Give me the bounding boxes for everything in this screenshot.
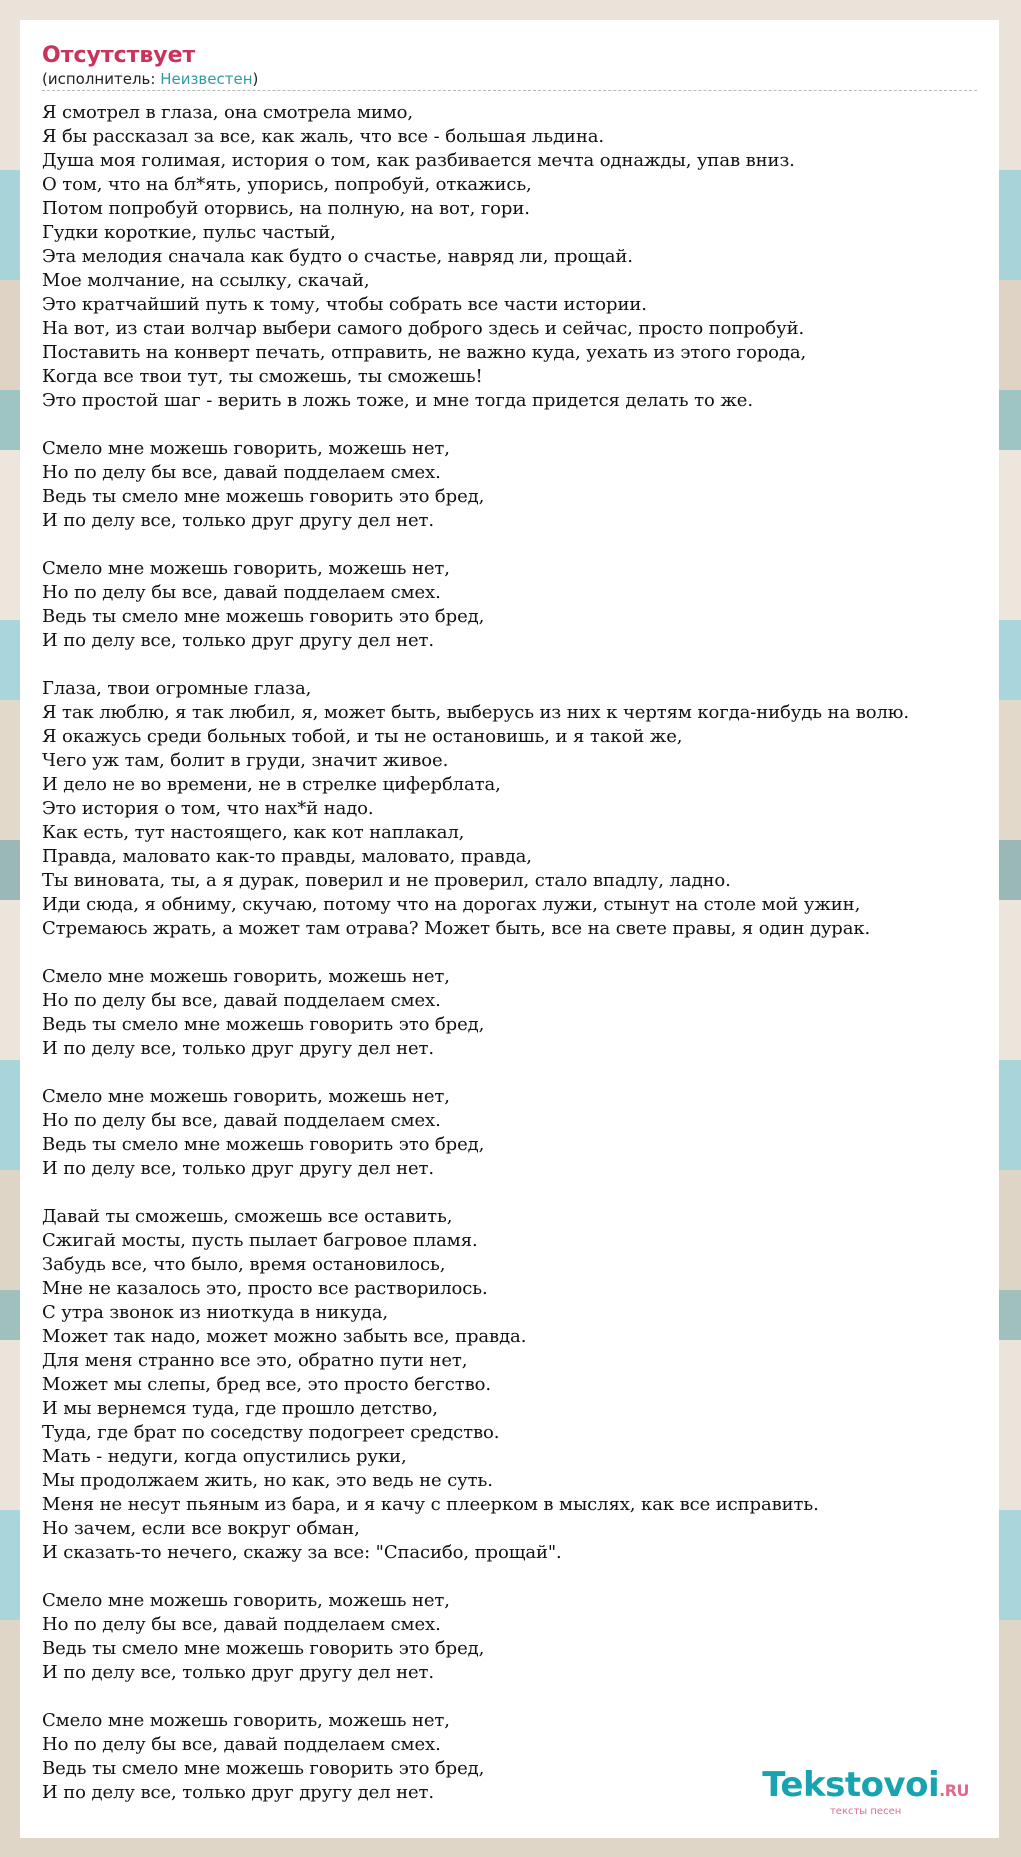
artist-suffix: ) — [252, 70, 259, 88]
lyrics-text: Я смотрел в глаза, она смотрела мимо, Я бы рассказал за все, как жаль, что все - большая льдина. Душа моя голимая, история о том, как разбивается мечта однажды, упав вниз. О том, что на бл*ять, упорись, попробуй, откажись, Потом попробуй оторвись, на полную, на вот, гори. Гудки короткие, пульс частый, Эта мелодия сначала как будто о счастье, навряд ли, прощай. Мое молчание, на ссылку, скачай, Это кратчайший путь к тому, чтобы собрать все части истории. На вот, из стаи волчар выбери самого доброго здесь и сейчас, просто попробуй. Поставить на конверт печать, отправить, не важно куда, уехать из этого города, Когда все твои тут, ты сможешь, ты сможешь! Это простой шаг - верить в ложь тоже, и мне тогда придется делать то же. Смело мне можешь говорить, можешь нет, Но по делу бы все, давай подделаем смех. Ведь ты смело мне можешь говорить это бред, И по делу все, только друг другу дел нет. Смело мне можешь говорить, можешь нет, Но по делу бы все, давай подделаем смех. Ведь ты смело мне можешь говорить это бред, И по делу все, только друг другу дел нет. Глаза, твои огромные глаза, Я так люблю, я так любил, я, может быть, выберусь из них к чертям когда-нибудь на волю. Я окажусь среди больных тобой, и ты не остановишь, и я такой же, Чего уж там, болит в груди, значит живое. И дело не во времени, не в стрелке циферблата, Это история о том, что нах*й надо. Как есть, тут настоящего, как кот наплакал, Правда, маловато как-то правды, маловато, правда, Ты виновата, ты, а я дурак, поверил и не проверил, стало впадлу, ладно. Иди сюда, я обниму, скучаю, потому что на дорогах лужи, стынут на столе мой ужин, Стремаюсь жрать, а может там отрава? Может быть, все на свете правы, я один дурак. Смело мне можешь говорить, можешь нет, Но по делу бы все, давай подделаем смех. Ведь ты смело мне можешь говорить это бред, И по делу все, только друг другу дел нет. Смело мне можешь говорить, можешь нет, Но по делу бы все, давай подделаем смех. Ведь ты смело мне можешь говорить это бред, И по делу все, только друг другу дел нет. Давай ты сможешь, сможешь все оставить, Сжигай мосты, пусть пылает багровое пламя. Забудь все, что было, время остановилось, Мне не казалось это, просто все растворилось. С утра звонок из ниоткуда в никуда, Может так надо, может можно забыть все, правда. Для меня странно все это, обратно пути нет, Может мы слепы, бред все, это просто бегство. И мы вернемся туда, где прошло детство, Туда, где брат по соседству подогреет средство. Мать - недуги, когда опустились руки, Мы продолжаем жить, но как, это ведь не суть. Меня не несут пьяным из бара, и я качу с плеерком в мыслях, как все исправить. Но зачем, если все вокруг обман, И сказать-то нечего, скажу за все: "Спасибо, прощай". Смело мне можешь говорить, можешь нет, Но по делу бы все, давай подделаем смех. Ведь ты смело мне можешь говорить это бред, И по делу все, только друг другу дел нет. Смело мне можешь говорить, можешь нет, Но по делу бы все, давай подделаем смех. Ведь ты смело мне можешь говорить это бред, И по делу все, только друг другу дел нет. — [42, 102, 909, 1803]
logo-tld: .RU — [939, 1781, 969, 1800]
artist-link[interactable]: Неизвестен — [160, 70, 253, 88]
site-logo[interactable] — [762, 1765, 969, 1818]
artist-line — [42, 70, 977, 91]
logo-name: Tekstovoi — [762, 1765, 940, 1805]
lyrics-card — [20, 20, 999, 1838]
logo-tagline: тексты песен — [829, 1806, 902, 1817]
song-title: Отсутствует — [42, 43, 196, 68]
artist-prefix: (исполнитель: — [42, 70, 161, 88]
